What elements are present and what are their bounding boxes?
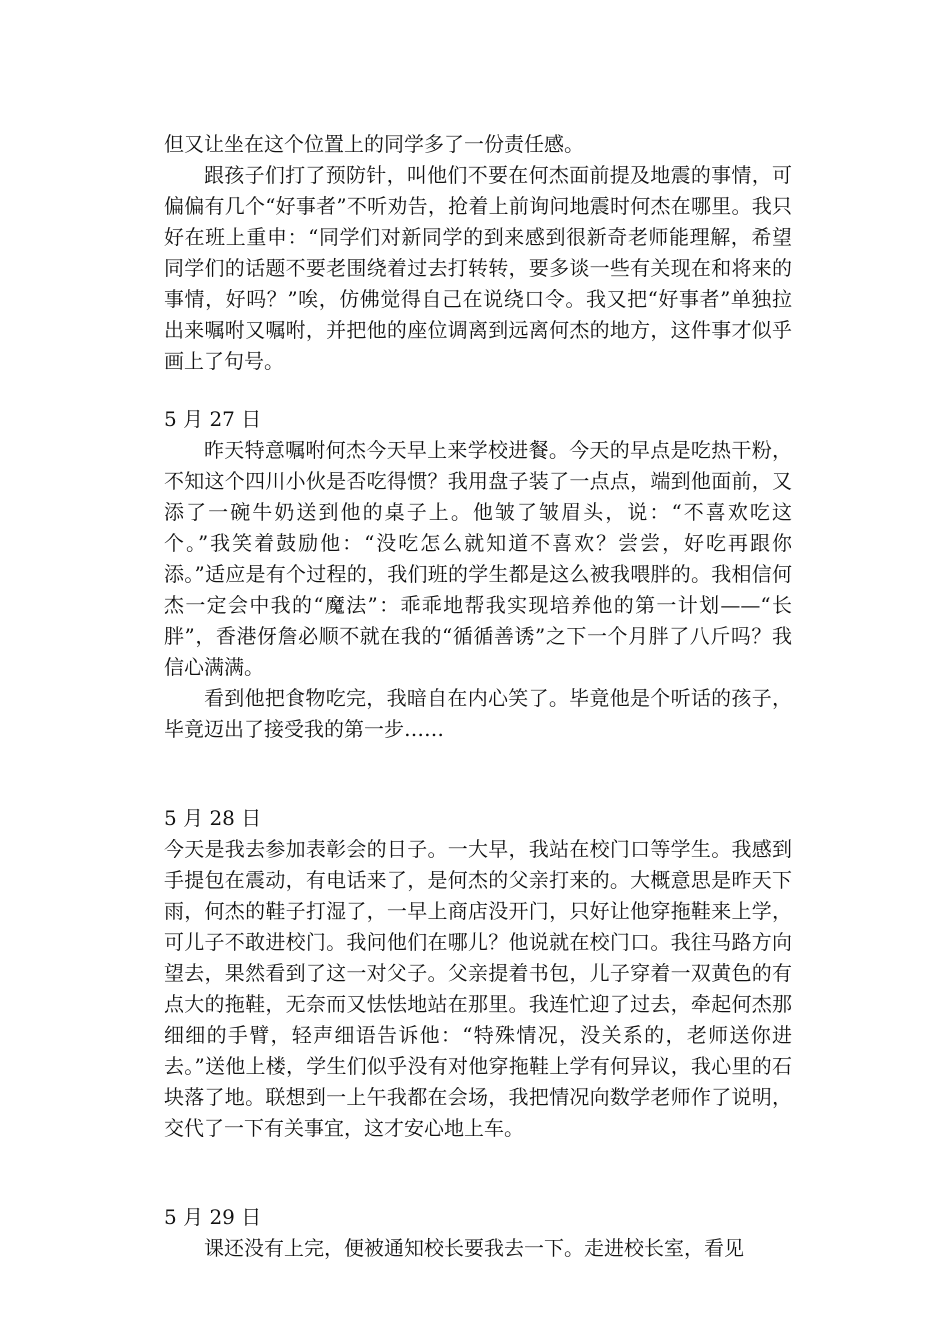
- paragraph-earthquake-warning: 跟孩子们打了预防针，叫他们不要在何杰面前提及地震的事情，可偏偏有几个“好事者”不听劝告，抢着上前询问地震时何杰在哪里。我只好在班上重申：“同学们对新同学的到来感到很新奇老师能理解，希望同学们的话题不要老围绕着过去打转转，要多谈一些有关现在和将来的事情，好吗？”唉，仿佛觉得自己在说绕口令。我又把“好事者”单独拉出来嘱咐又嘱咐，并把他的座位调离到远离何杰的地方，这件事才似乎画上了句号。: [164, 163, 792, 373]
- date-heading-may-27: 5 月 27 日: [164, 407, 262, 431]
- paragraph-breakfast: 昨天特意嘱咐何杰今天早上来学校进餐。今天的早点是吃热干粉，不知这个四川小伙是否吃得惯？我用盘子装了一点点，端到他面前，又添了一碗牛奶送到他的桌子上。他皱了皱眉头，说：“不喜欢吃这个。”我笑着鼓励他：“没吃怎么就知道不喜欢？尝尝，好吃再跟你添。”适应是有个过程的，我们班的学生都是这么被我喂胖的。我相信何杰一定会中我的“魔法”：乖乖地帮我实现培养他的第一计划——“长胖”，香港伢詹必顺不就在我的“循循善诱”之下一个月胖了八斤吗？我信心满满。: [164, 438, 792, 679]
- paragraph-principal-office: 课还没有上完，便被通知校长要我去一下。走进校长室，看见: [204, 1236, 744, 1260]
- section-spacer: [164, 1144, 792, 1202]
- date-heading-may-29: 5 月 29 日: [164, 1205, 262, 1229]
- paragraph-responsibility: 但又让坐在这个位置上的同学多了一份责任感。: [164, 132, 584, 156]
- section-spacer: [164, 745, 792, 803]
- document-body: [164, 129, 792, 1264]
- paragraph-award-meeting: 今天是我去参加表彰会的日子。一大早，我站在校门口等学生。我感到手提包在震动，有电话来了，是何杰的父亲打来的。大概意思是昨天下雨，何杰的鞋子打湿了，一早上商店没开门，只好让他穿拖鞋来上学，可儿子不敢进校门。我问他们在哪儿？他说就在校门口。我往马路方向望去，果然看到了这一对父子。父亲提着书包，儿子穿着一双黄色的有点大的拖鞋，无奈而又怯怯地站在那里。我连忙迎了过去，牵起何杰那细细的手臂，轻声细语告诉他：“特殊情况，没关系的，老师送你进去。”送他上楼，学生们似乎没有对他穿拖鞋上学有何异议，我心里的石块落了地。联想到一上午我都在会场，我把情况向数学老师作了说明，交代了一下有关事宜，这才安心地上车。: [164, 837, 792, 1140]
- date-heading-may-28: 5 月 28 日: [164, 806, 262, 830]
- paragraph-first-step: 看到他把食物吃完，我暗自在内心笑了。毕竟他是个听话的孩子，毕竟迈出了接受我的第一步……: [164, 686, 792, 741]
- section-spacer: [164, 377, 792, 404]
